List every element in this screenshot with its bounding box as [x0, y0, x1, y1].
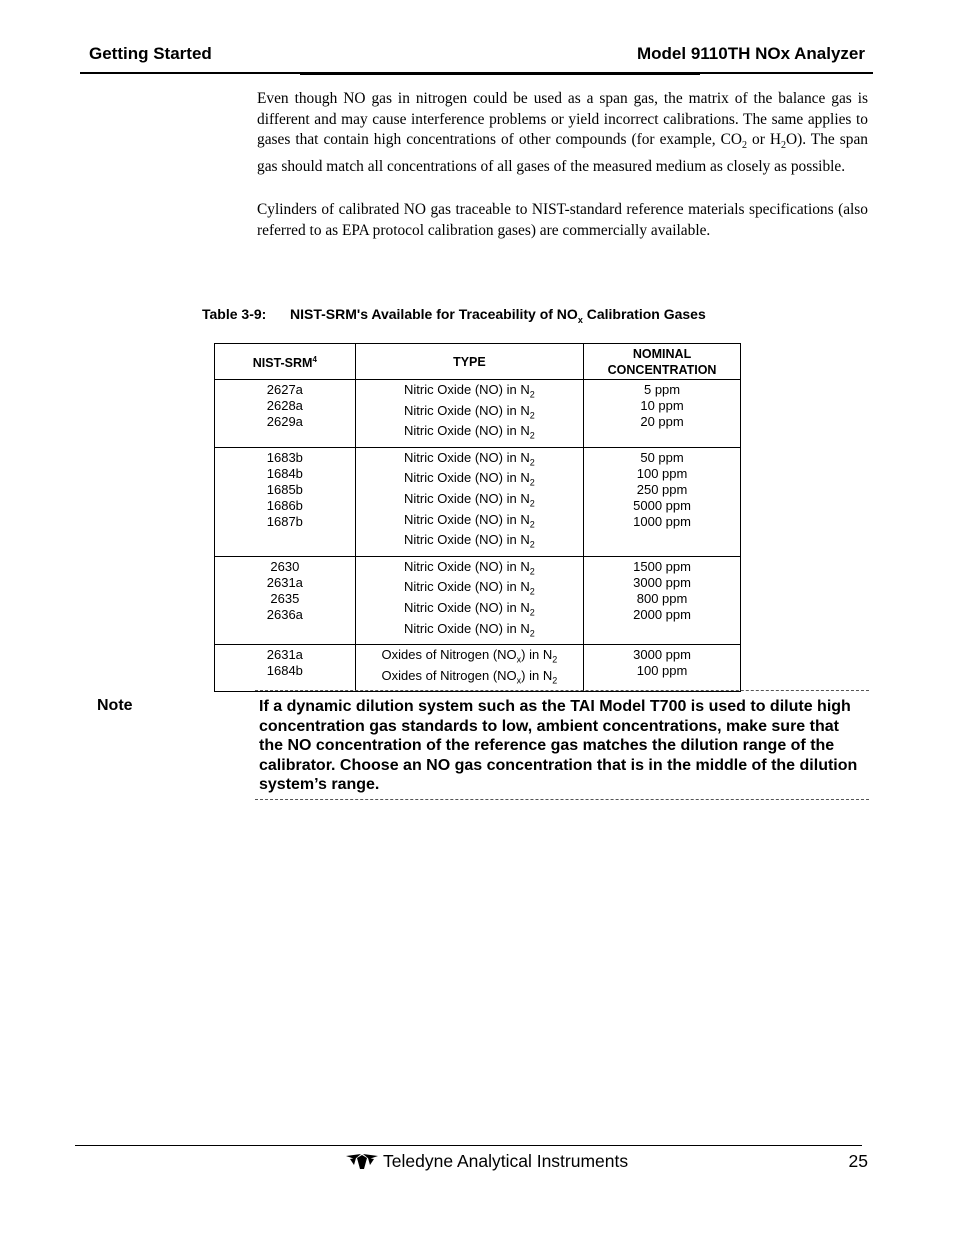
column-header-nominal-concentration: NOMINAL CONCENTRATION — [584, 344, 741, 380]
cell-nist-srm: 2627a 2628a 2629a — [215, 380, 356, 448]
table-row — [215, 645, 741, 692]
paragraph-nist-cylinders: Cylinders of calibrated NO gas traceable to NIST-standard reference materials specifications (also referred to as EPA protocol calibration gases) are commercially available. — [257, 201, 868, 239]
cell-type: Nitric Oxide (NO) in $N_2$ Nitric Oxide (NO) in $N_2$ Nitric Oxide (NO) in $N_2$ Nitric Oxide (NO) in $N_2$ Nitric Oxide (NO) in $N_2$ — [355, 447, 583, 556]
footer-rule — [75, 1145, 862, 1146]
table-row — [215, 447, 741, 556]
table-row — [215, 556, 741, 644]
cell-nominal-concentration: 1500 ppm 3000 ppm 800 ppm 2000 ppm — [584, 556, 741, 644]
cell-nominal-concentration: 50 ppm 100 ppm 250 ppm 5000 ppm 1000 ppm — [584, 447, 741, 556]
nist-srm-table — [214, 343, 741, 692]
page-number: 25 — [848, 1151, 868, 1171]
running-header-model: Model 9110TH NOx Analyzer — [636, 44, 865, 63]
table-header-row — [215, 344, 741, 380]
table-caption-text: NIST-SRM's Available for Traceability of NO — [290, 306, 578, 322]
cell-nominal-concentration: 3000 ppm 100 ppm — [584, 645, 741, 692]
footer-company: Teledyne Analytical Instruments — [383, 1151, 629, 1171]
table-caption-number: Table 3-9: — [202, 306, 267, 322]
paragraph-span-gas-matrix: Even though NO gas in nitrogen could be used as a span gas, the matrix of the balance gas is different and may cause interference problems or yield incorrect calibrations. The same applies to gases that contain high concentrations of other compounds (for example, $CO_2$ or $H_2O$). The span gas should match all concentrations of all gases of the measured medium as closely as possible. — [257, 90, 868, 175]
cell-type: Nitric Oxide (NO) in $N_2$ Nitric Oxide (NO) in $N_2$ Nitric Oxide (NO) in $N_2$ — [355, 380, 583, 448]
cell-nist-srm: 1683b 1684b 1685b 1686b 1687b — [215, 447, 356, 556]
column-header-nist-srm: NIST-SRM$^4$ — [215, 344, 356, 380]
cell-type: Oxides of Nitrogen $(NO_x)$ in $N_2$ Oxides of Nitrogen $(NO_x)$ in $N_2$ — [355, 645, 583, 692]
column-header-type: TYPE — [355, 344, 583, 380]
note-box — [255, 690, 869, 800]
note-text: If a dynamic dilution system such as the TAI Model T700 is used to dilute high concentration gas standards to low, ambient concentrations, make sure that the NO concentration of the reference gas matches the dilution range of the calibrator. Choose an NO gas concentration that is in the middle of the dilution system’s range. — [259, 698, 858, 794]
note-label: Note — [97, 697, 133, 714]
table-row — [215, 380, 741, 448]
cell-nominal-concentration: 5 ppm 10 ppm 20 ppm — [584, 380, 741, 448]
cell-nist-srm: 2630 2631a 2635 2636a — [215, 556, 356, 644]
cell-nist-srm: 2631a 1684b — [215, 645, 356, 692]
teledyne-logo-icon — [345, 1152, 379, 1170]
running-header-section: Getting Started — [89, 44, 212, 63]
header-rule-accent — [300, 72, 700, 75]
table-caption: Table 3-9: NIST-SRM's Available for Traceability of $NO_x$ Calibration Gases — [202, 306, 706, 325]
cell-type: Nitric Oxide (NO) in $N_2$ Nitric Oxide (NO) in $N_2$ Nitric Oxide (NO) in $N_2$ Nitric Oxide (NO) in $N_2$ — [355, 556, 583, 644]
